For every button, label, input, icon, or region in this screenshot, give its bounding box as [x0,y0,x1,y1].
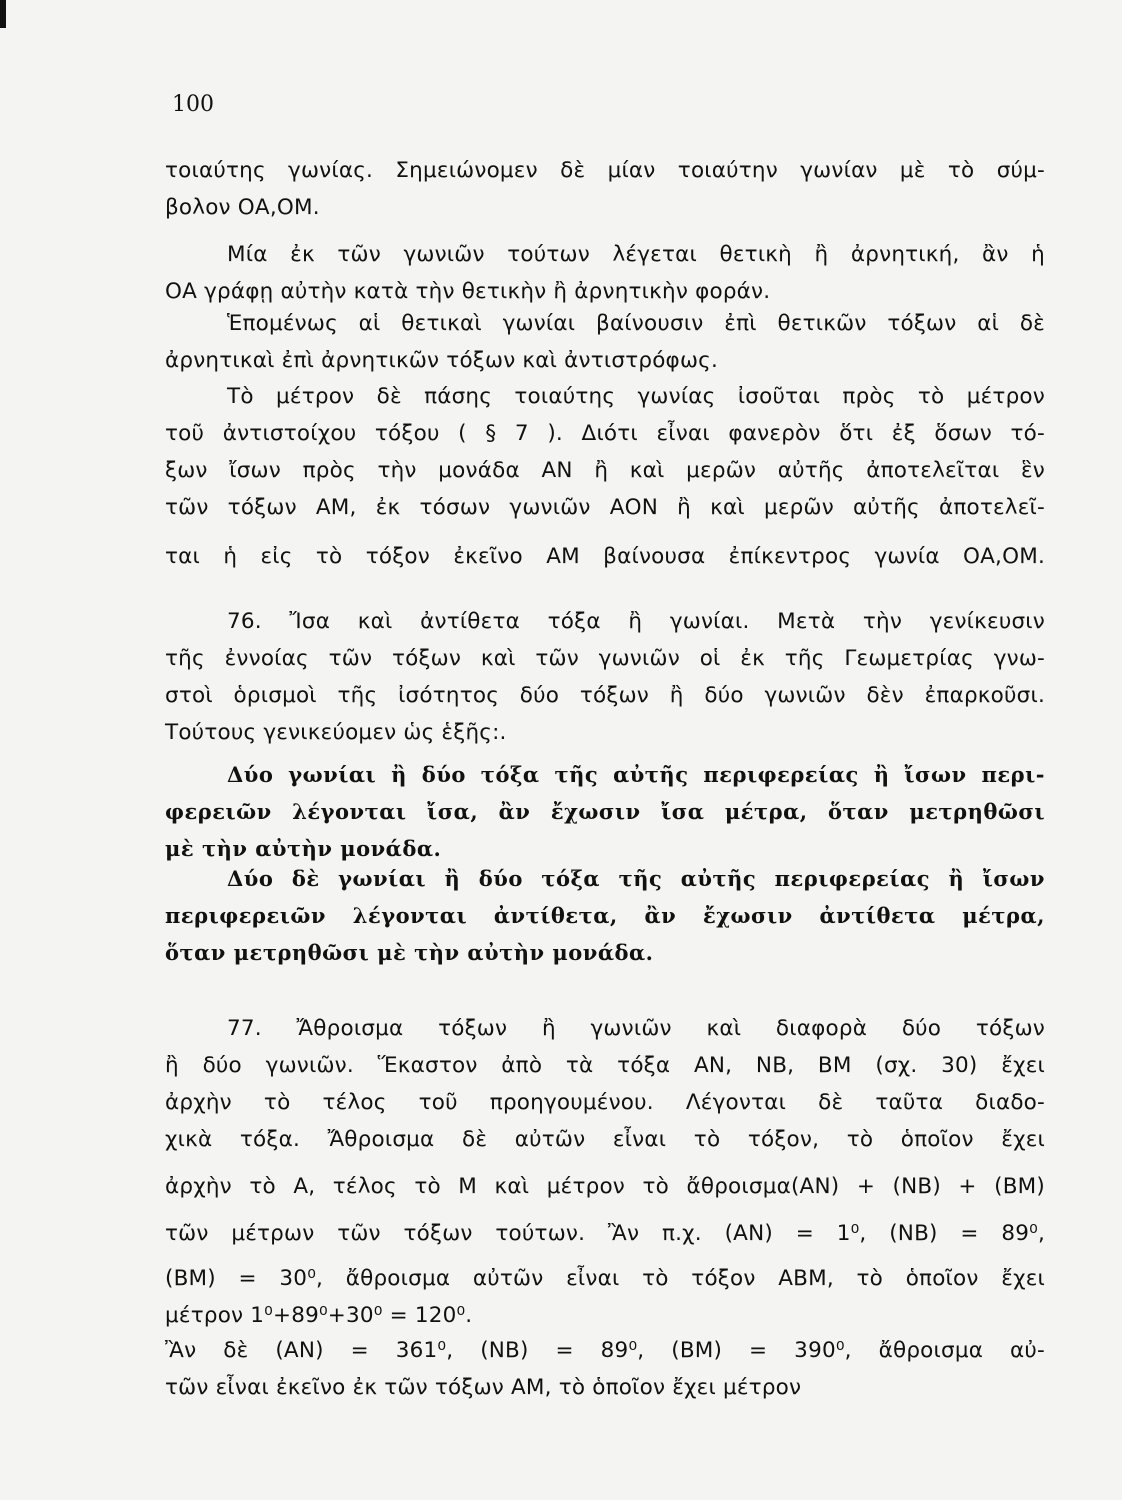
text-line: τῶν τόξων ΑΜ, ἐκ τόσων γωνιῶν ΑΟΝ ἢ καὶ μερῶν αὐτῆς ἀποτελεῖ- [165,495,1045,520]
text-line: χικὰ τόξα. Ἄθροισμα δὲ αὐτῶν εἶναι τὸ τόξον, τὸ ὁποῖον ἔχει [165,1127,1045,1152]
definition-line: μὲ τὴν αὐτὴν μονάδα. [165,836,442,861]
text-line: τῆς ἐννοίας τῶν τόξων καὶ τῶν γωνιῶν οἱ ἐκ τῆς Γεωμετρίας γνω- [165,646,1045,671]
text-line: Ἂν δὲ (ΑΝ) = 361⁰, (ΝΒ) = 89⁰, (ΒΜ) = 390⁰, ἄθροισμα αὐ- [165,1338,1045,1363]
section-76 [165,603,1045,751]
text-line: στοὶ ὁρισμοὶ τῆς ἰσότητος δύο τόξων ἢ δύο γωνιῶν δὲν ἐπαρκοῦσι. [165,683,1045,708]
section-heading-line: 76. Ἴσα καὶ ἀντίθετα τόξα ἢ γωνίαι. Μετὰ τὴν γενίκευσιν [227,609,1045,634]
definition-line: περιφερειῶν λέγονται ἀντίθετα, ἂν ἔχωσιν ἀντίθετα μέτρα, [165,903,1045,928]
text-line: (ΒΜ) = 30⁰, ἄθροισμα αὐτῶν εἶναι τὸ τόξον ΑΒΜ, τὸ ὁποῖον ἔχει [165,1266,1045,1291]
text-line: τοιαύτης γωνίας. Σημειώνομεν δὲ μίαν τοιαύτην γωνίαν μὲ τὸ σύμ- [165,158,1045,183]
text-line: βολον ΟΑ,ΟΜ. [165,195,320,220]
section-77 [165,1010,1045,1334]
text-line: Τούτους γενικεύομεν ὡς ἑξῆς:. [165,720,507,745]
text-line: τῶν εἶναι ἐκεῖνο ἐκ τῶν τόξων ΑΜ, τὸ ὁποῖον ἔχει μέτρον [165,1375,802,1400]
definition-line: φερειῶν λέγονται ἴσα, ἂν ἔχωσιν ἴσα μέτρα, ὅταν μετρηθῶσι [165,799,1045,824]
text-line: τῶν μέτρων τῶν τόξων τούτων. Ἂν π.χ. (ΑΝ) = 1⁰, (ΝΒ) = 89⁰, [165,1221,1045,1246]
definition-line: Δύο γωνίαι ἢ δύο τόξα τῆς αὐτῆς περιφερείας ἢ ἴσων περι- [227,762,1045,787]
paragraph-consequently [165,305,1045,379]
text-line: ξων ἴσων πρὸς τὴν μονάδα ΑΝ ἢ καὶ μερῶν αὐτῆς ἀποτελεῖται ἓν [165,458,1045,483]
definition-equal [165,756,1045,867]
section-heading-line: 77. Ἄθροισμα τόξων ἢ γωνιῶν καὶ διαφορὰ δύο τόξων [227,1016,1045,1041]
text-line: ΟΑ γράφῃ αὐτὴν κατὰ τὴν θετικὴν ἢ ἀρνητικὴν φοράν. [165,279,771,304]
definition-line: ὅταν μετρηθῶσι μὲ τὴν αὐτὴν μονάδα. [165,940,654,965]
paragraph-angle-measure [165,378,1045,575]
text-line: ται ἡ εἰς τὸ τόξον ἐκεῖνο ΑΜ βαίνουσα ἐπίκεντρος γωνία ΟΑ,ΟΜ. [165,544,1045,569]
text-line: μέτρον 1⁰+89⁰+30⁰ = 120⁰. [165,1303,473,1328]
page-number: 100 [172,92,214,117]
paragraph-example-2 [165,1332,1045,1406]
text-line: ἀρνητικαὶ ἐπὶ ἀρνητικῶν τόξων καὶ ἀντιστρόφως. [165,348,718,373]
text-line: ἀρχὴν τὸ Α, τέλος τὸ Μ καὶ μέτρον τὸ ἄθροισμα(ΑΝ) + (ΝΒ) + (ΒΜ) [165,1174,1045,1199]
text-line: Ἑπομένως αἱ θετικαὶ γωνίαι βαίνουσιν ἐπὶ θετικῶν τόξων αἱ δὲ [227,311,1045,336]
text-line: ἀρχὴν τὸ τέλος τοῦ προηγουμένου. Λέγονται δὲ ταῦτα διαδο- [165,1090,1045,1115]
text-line: Τὸ μέτρον δὲ πάσης τοιαύτης γωνίας ἰσοῦται πρὸς τὸ μέτρον [227,384,1045,409]
definition-line: Δύο δὲ γωνίαι ἢ δύο τόξα τῆς αὐτῆς περιφερείας ἢ ἴσων [227,866,1045,891]
text-line: ἢ δύο γωνιῶν. Ἕκαστον ἀπὸ τὰ τόξα ΑΝ, ΝΒ, ΒΜ (σχ. 30) ἔχει [165,1053,1045,1078]
paragraph-positive-negative [165,236,1045,310]
page-edge-mark [0,0,6,28]
text-line: τοῦ ἀντιστοίχου τόξου ( § 7 ). Διότι εἶναι φανερὸν ὅτι ἐξ ὅσων τό- [165,421,1045,446]
text-line: Μία ἐκ τῶν γωνιῶν τούτων λέγεται θετικὴ ἢ ἀρνητική, ἂν ἡ [227,242,1045,267]
paragraph-angle-symbol [165,152,1045,226]
definition-opposite [165,860,1045,971]
